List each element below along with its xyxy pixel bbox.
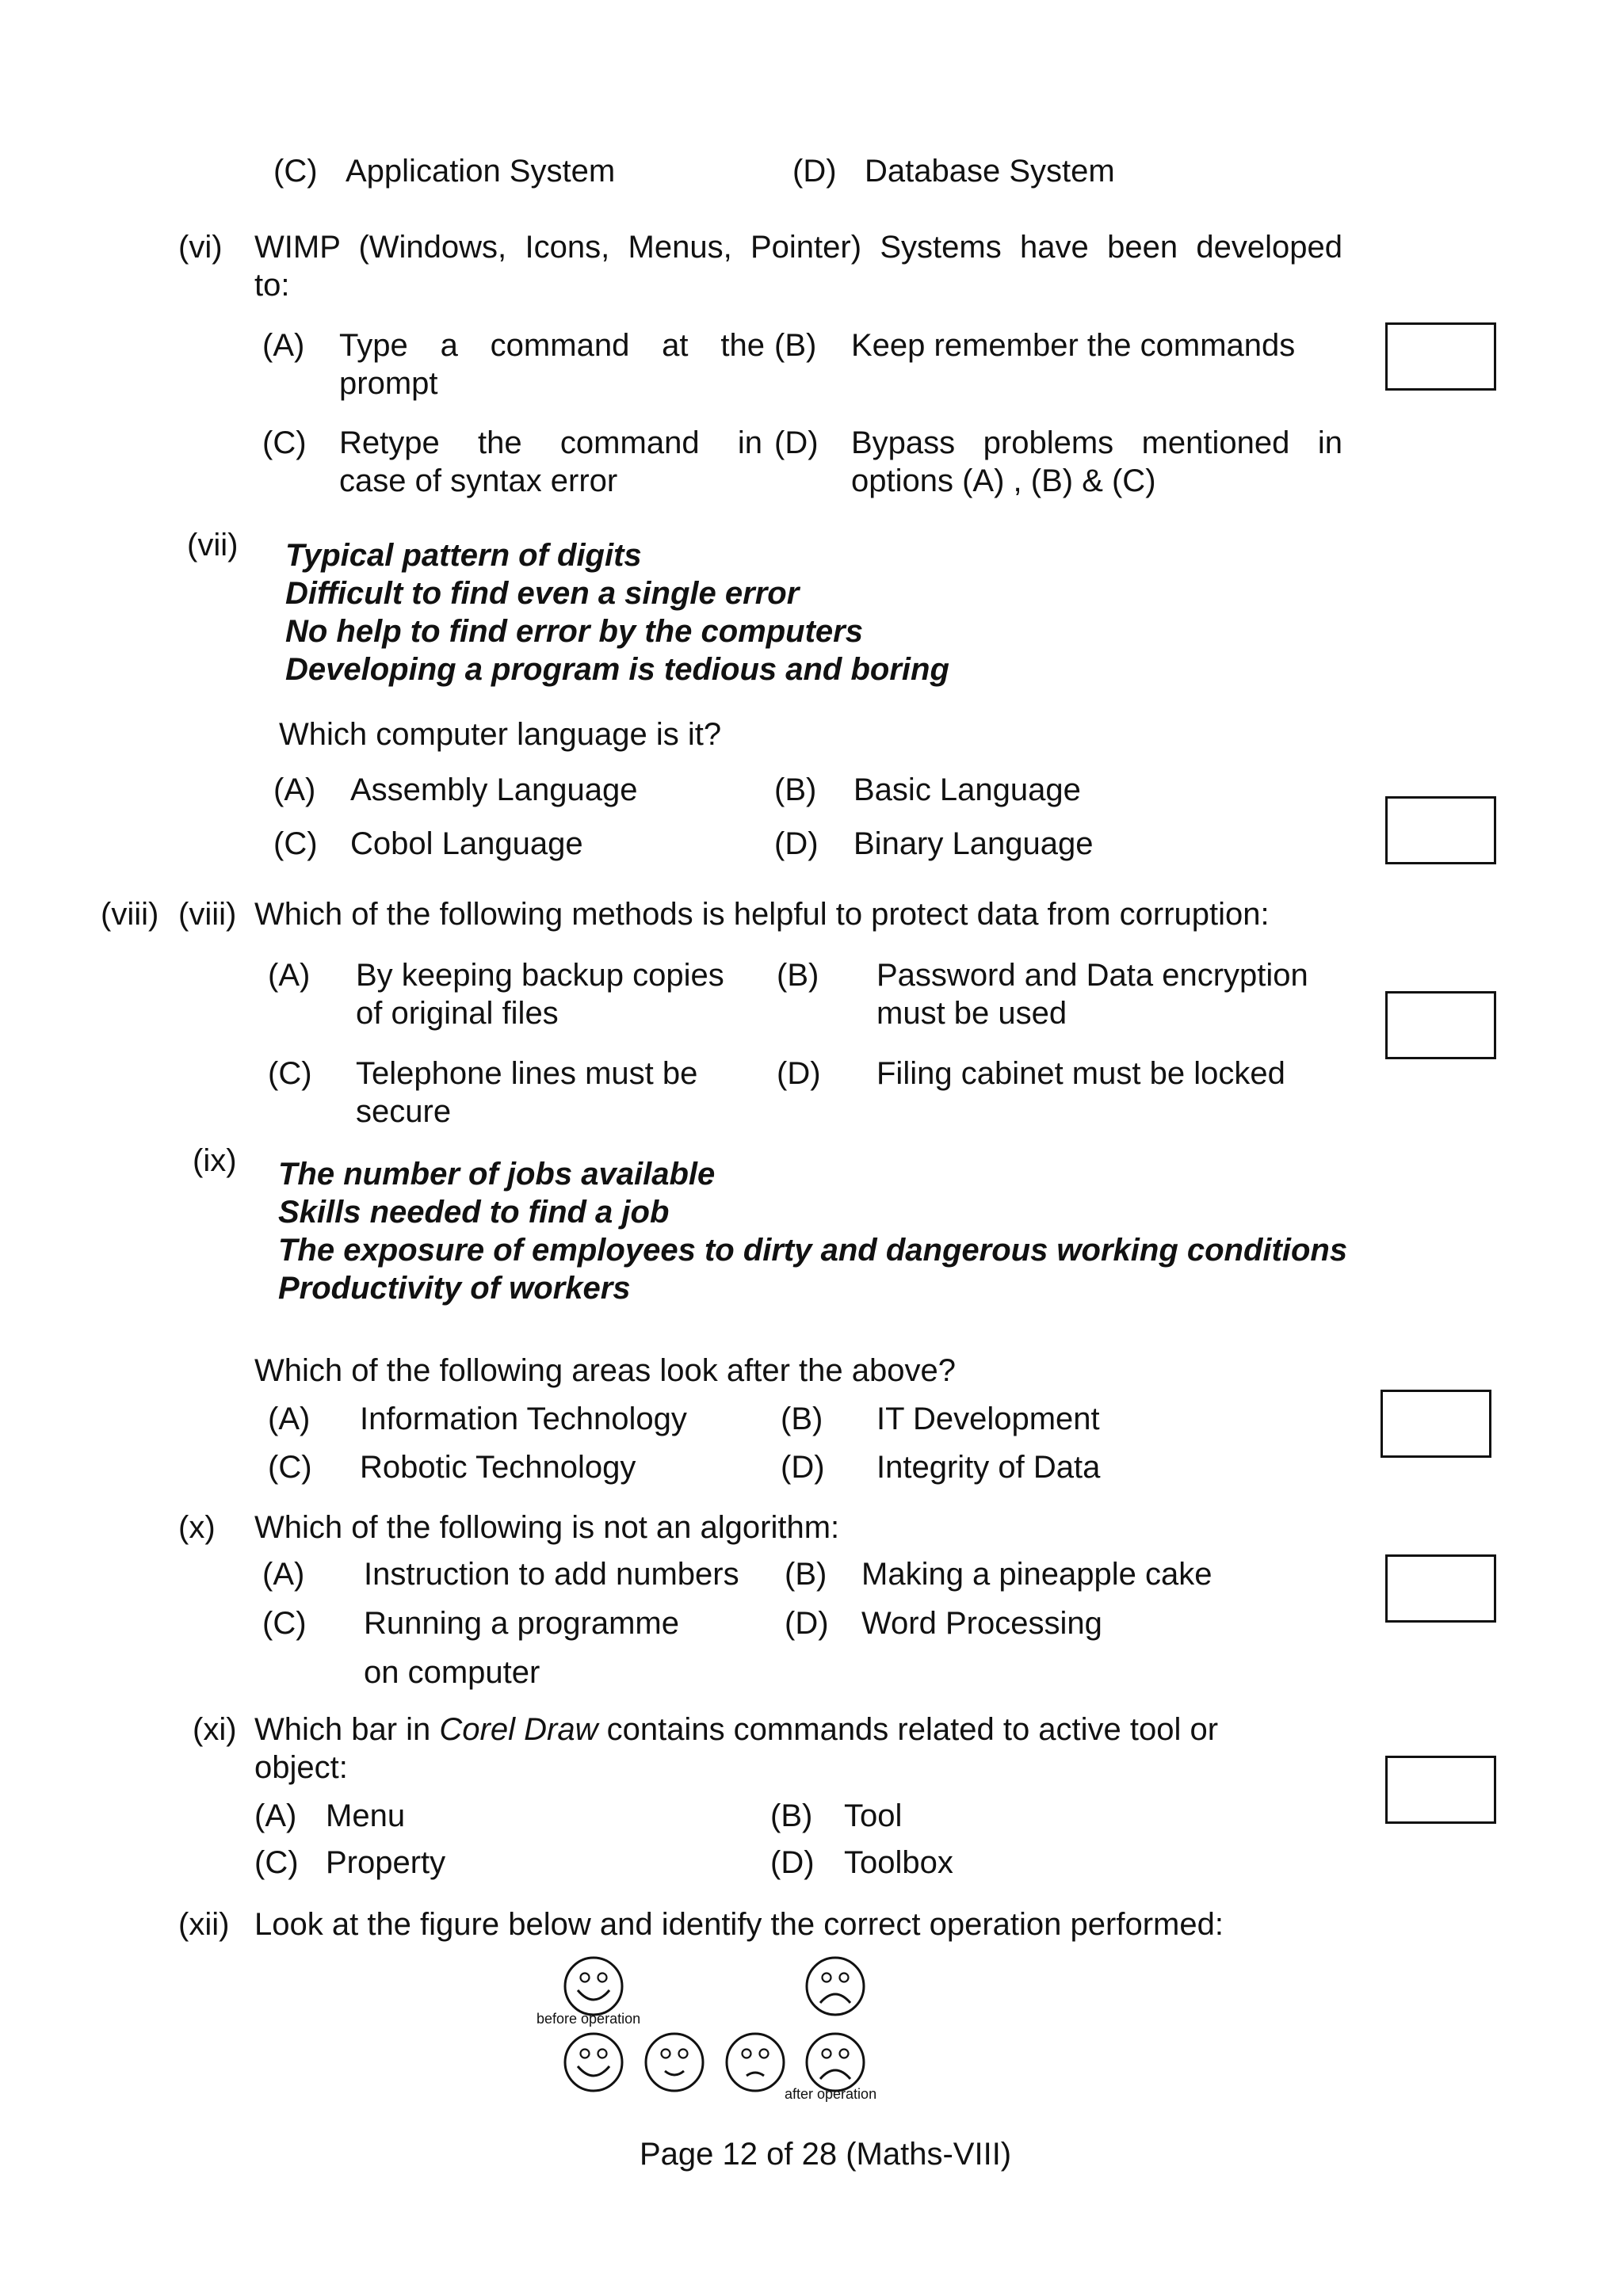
q10-option-b-letter: (B) (785, 1557, 827, 1592)
page-footer: Page 12 of 28 (Maths-VIII) (640, 2137, 1012, 2172)
q9-option-d-text: Integrity of Data (876, 1450, 1101, 1485)
q10-option-d-letter: (D) (785, 1606, 829, 1641)
q8-option-a-line2: of original files (356, 996, 559, 1031)
q11-option-b-letter: (B) (770, 1798, 813, 1833)
q8-number-outer: (viii) (101, 897, 159, 932)
q11-option-a-letter: (A) (254, 1798, 297, 1833)
q11-option-d-text: Toolbox (844, 1845, 953, 1880)
q6-option-a-line2: prompt (339, 366, 438, 401)
sad-face-icon (804, 2031, 866, 2093)
q9-option-b-text: IT Development (876, 1402, 1100, 1436)
q5-option-c-letter: (C) (273, 154, 318, 189)
q8-option-b-letter: (B) (777, 958, 819, 993)
q9-option-c-letter: (C) (268, 1450, 312, 1485)
q10-option-b-text: Making a pineapple cake (861, 1557, 1212, 1592)
q7-option-c-letter: (C) (273, 826, 318, 861)
q9-question: Which of the following areas look after the above? (254, 1353, 956, 1388)
q11-stem-line2: object: (254, 1750, 348, 1785)
q7-clue: No help to find error by the computers (285, 614, 863, 649)
q11-option-c-letter: (C) (254, 1845, 299, 1880)
q6-number: (vi) (178, 230, 223, 265)
q10-option-a-letter: (A) (262, 1557, 305, 1592)
q12-number: (xii) (178, 1907, 230, 1942)
q6-stem-line2: to: (254, 268, 290, 303)
q7-option-a-letter: (A) (273, 772, 316, 807)
q7-option-a-text: Assembly Language (350, 772, 638, 807)
q7-option-c-text: Cobol Language (350, 826, 583, 861)
q6-stem-line1: WIMP (Windows, Icons, Menus, Pointer) Systems have been developed (254, 230, 1342, 265)
q9-number: (ix) (193, 1143, 237, 1178)
before-operation-caption: before operation (537, 2011, 641, 2027)
q8-number-inner: (viii) (178, 897, 237, 932)
q6-answer-box[interactable] (1385, 322, 1496, 391)
q8-option-a-line1: By keeping backup copies (356, 958, 724, 993)
q9-option-b-letter: (B) (781, 1402, 823, 1436)
q8-option-d-letter: (D) (777, 1056, 821, 1091)
q12-stem: Look at the figure below and identify the correct operation performed: (254, 1907, 1224, 1942)
after-operation-caption: after operation (785, 2086, 877, 2102)
q10-answer-box[interactable] (1385, 1554, 1496, 1623)
q8-option-c-letter: (C) (268, 1056, 312, 1091)
q8-option-b-line1: Password and Data encryption (876, 958, 1308, 993)
q11-number: (xi) (193, 1712, 237, 1747)
q8-option-d-text: Filing cabinet must be locked (876, 1056, 1285, 1091)
q7-option-d-letter: (D) (774, 826, 819, 861)
q7-clue: Developing a program is tedious and boring (285, 652, 949, 687)
q11-option-b-text: Tool (844, 1798, 903, 1833)
q7-clue: Difficult to find even a single error (285, 576, 800, 611)
q5-option-c-text: Application System (346, 154, 616, 189)
q7-option-b-letter: (B) (774, 772, 817, 807)
q9-clue: Productivity of workers (278, 1271, 631, 1306)
q11-option-a-text: Menu (326, 1798, 406, 1833)
q11-option-d-letter: (D) (770, 1845, 815, 1880)
q10-option-d-text: Word Processing (861, 1606, 1102, 1641)
q9-option-a-text: Information Technology (360, 1402, 687, 1436)
q6-option-b-letter: (B) (774, 328, 817, 363)
q6-option-a-line1: Type a command at the (339, 328, 765, 363)
q9-clue: The number of jobs available (278, 1157, 716, 1192)
q7-number: (vii) (187, 528, 239, 563)
q9-option-d-letter: (D) (781, 1450, 825, 1485)
q10-option-a-text: Instruction to add numbers (364, 1557, 739, 1592)
q8-option-b-line2: must be used (876, 996, 1067, 1031)
q6-option-c-letter: (C) (262, 425, 307, 460)
q8-option-c-line2: secure (356, 1094, 452, 1129)
q5-option-d-letter: (D) (792, 154, 837, 189)
q6-option-a-letter: (A) (262, 328, 305, 363)
q6-option-d-line2: options (A) , (B) & (C) (851, 463, 1156, 498)
q6-option-b-text: Keep remember the commands (851, 328, 1296, 363)
smile-face-icon (643, 2031, 705, 2093)
q10-option-c-line2: on computer (364, 1655, 540, 1690)
q9-clue: The exposure of employees to dirty and dangerous working conditions (278, 1233, 1348, 1268)
q6-option-c-line2: case of syntax error (339, 463, 618, 498)
q11-stem-line1: Which bar in Corel Draw contains commands related to active tool or (254, 1712, 1219, 1747)
q11-answer-box[interactable] (1385, 1756, 1496, 1824)
q8-answer-box[interactable] (1385, 991, 1496, 1059)
q6-option-d-letter: (D) (774, 425, 819, 460)
q7-clue: Typical pattern of digits (285, 538, 642, 573)
happy-face-icon (563, 2031, 624, 2093)
q10-stem: Which of the following is not an algorithm: (254, 1510, 840, 1545)
sad-face-icon (804, 1955, 866, 2017)
happy-face-icon (563, 1955, 624, 2017)
q7-question: Which computer language is it? (279, 717, 722, 752)
q7-answer-box[interactable] (1385, 796, 1496, 864)
q11-option-c-text: Property (326, 1845, 446, 1880)
q6-option-c-line1: Retype the command in (339, 425, 762, 460)
q10-option-c-line1: Running a programme (364, 1606, 679, 1641)
q9-clue: Skills needed to find a job (278, 1195, 670, 1230)
q10-number: (x) (178, 1510, 216, 1545)
q9-option-a-letter: (A) (268, 1402, 311, 1436)
q7-option-b-text: Basic Language (854, 772, 1081, 807)
q9-answer-box[interactable] (1381, 1390, 1491, 1458)
q8-stem: Which of the following methods is helpful to protect data from corruption: (254, 897, 1270, 932)
q8-option-c-line1: Telephone lines must be (356, 1056, 698, 1091)
q11-stem-product-name: Corel Draw (439, 1712, 598, 1747)
q5-option-d-text: Database System (865, 154, 1115, 189)
q9-option-c-text: Robotic Technology (360, 1450, 636, 1485)
q6-option-d-line1: Bypass problems mentioned in (851, 425, 1342, 460)
q10-option-c-letter: (C) (262, 1606, 307, 1641)
q8-option-a-letter: (A) (268, 958, 311, 993)
q7-option-d-text: Binary Language (854, 826, 1094, 861)
slight-frown-face-icon (724, 2031, 786, 2093)
